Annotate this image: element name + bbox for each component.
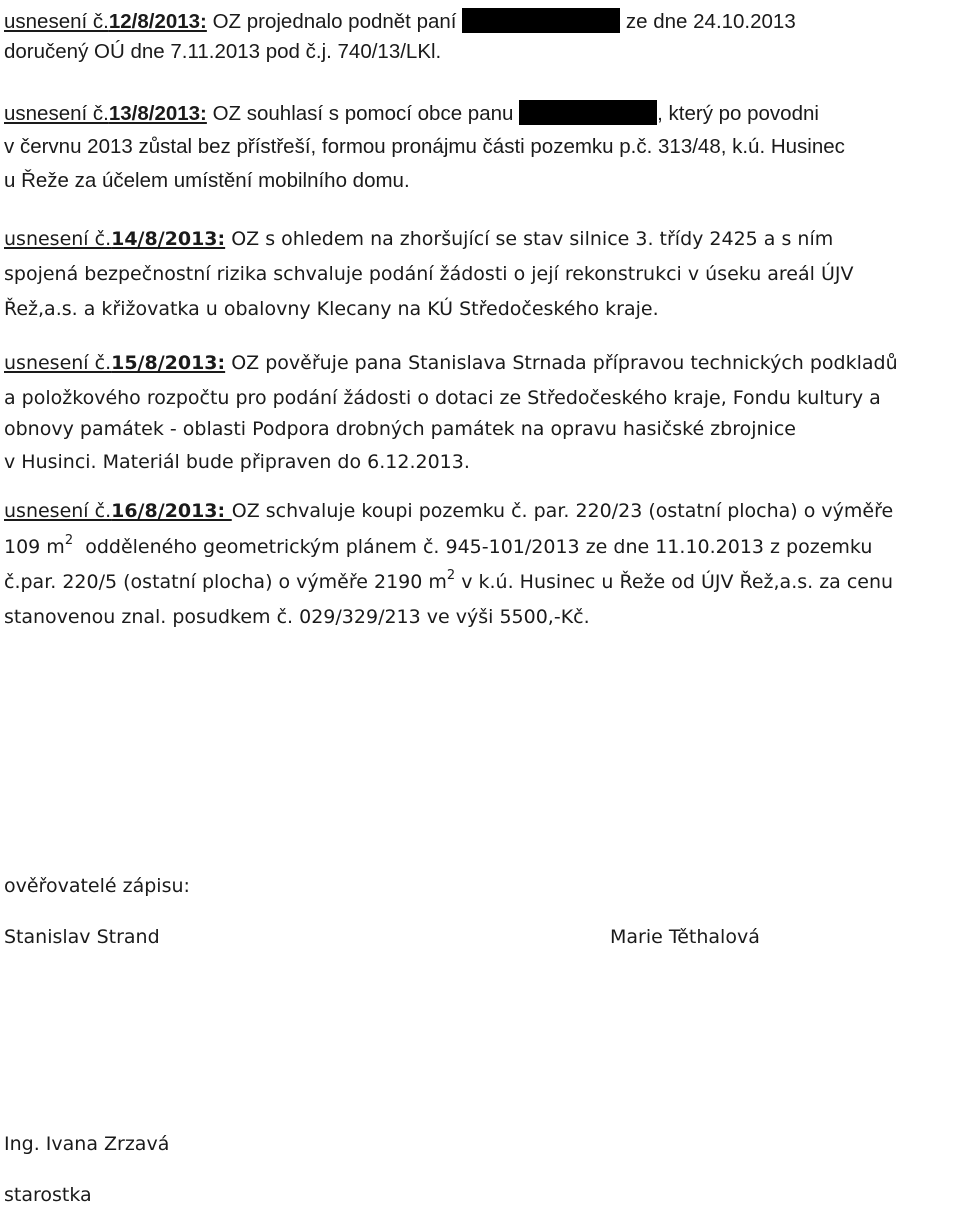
superscript: 2: [64, 533, 74, 548]
mayor-name: Ing. Ivana Zrzavá: [4, 1133, 170, 1155]
resolution-text: OZ souhlasí s pomocí obce panu: [212, 102, 514, 125]
resolution-text: obnovy památek - oblasti Podpora drobných památek na opravu hasičské zbrojnice: [4, 418, 796, 440]
resolution-ref: usnesení č.15/8/2013:: [4, 352, 226, 374]
mayor-title: starostka: [4, 1184, 92, 1206]
resolution-text: v k.ú. Husinec u Řeže od ÚJV Řež,a.s. za cenu: [461, 571, 894, 593]
verifier-name: Stanislav Strand: [4, 926, 160, 948]
resolution-text: č.par. 220/5 (ostatní plocha) o výměře 2190 m: [4, 571, 447, 593]
resolution-text: v Husinci. Materiál bude připraven do 6.12.2013.: [4, 451, 470, 473]
resolution-text: 109 m: [4, 536, 65, 558]
resolution-text: OZ pověřuje pana Stanislava Strnada přípravou technických podkladů: [231, 352, 898, 374]
superscript: 2: [446, 568, 456, 583]
resolution-text: OZ schvaluje koupi pozemku č. par. 220/23 (ostatní plocha) o výměře: [231, 500, 894, 522]
resolution-text: doručený OÚ dne 7.11.2013 pod č.j. 740/13/LKl.: [4, 40, 442, 63]
resolution-text: a položkového rozpočtu pro podání žádosti o dotaci ze Středočeského kraje, Fondu kultury a: [4, 387, 881, 409]
resolution-text: ze dne 24.10.2013: [625, 10, 796, 33]
resolution-text: Řež,a.s. a křižovatka u obalovny Klecany na KÚ Středočeského kraje.: [4, 298, 659, 320]
resolution-text: OZ projednalo podnět paní: [212, 10, 457, 33]
resolution-text: , který po povodni: [657, 102, 819, 125]
redaction-block: [462, 8, 620, 33]
resolution-ref: usnesení č.13/8/2013:: [4, 102, 207, 125]
verifiers-label: ověřovatelé zápisu:: [4, 875, 190, 897]
resolution-ref: usnesení č.14/8/2013:: [4, 228, 226, 250]
resolution-text: spojená bezpečnostní rizika schvaluje podání žádosti o její rekonstrukci v úseku areál ÚJV: [4, 263, 854, 285]
resolution-ref: usnesení č.12/8/2013:: [4, 10, 207, 33]
resolution-text: OZ s ohledem na zhoršující se stav silnice 3. třídy 2425 a s ním: [231, 228, 834, 250]
resolution-text: stanovenou znal. posudkem č. 029/329/213 ve výši 5500,-Kč.: [4, 606, 590, 628]
resolution-text: odděleného geometrickým plánem č. 945-101/2013 ze dne 11.10.2013 z pozemku: [85, 536, 873, 558]
resolution-ref: usnesení č.16/8/2013:: [4, 500, 232, 522]
resolution-text: u Řeže za účelem umístění mobilního domu.: [4, 169, 410, 192]
resolution-text: v červnu 2013 zůstal bez přístřeší, formou pronájmu části pozemku p.č. 313/48, k.ú. Husinec: [4, 135, 845, 158]
verifier-name: Marie Těthalová: [610, 926, 760, 948]
redaction-block: [519, 100, 657, 125]
